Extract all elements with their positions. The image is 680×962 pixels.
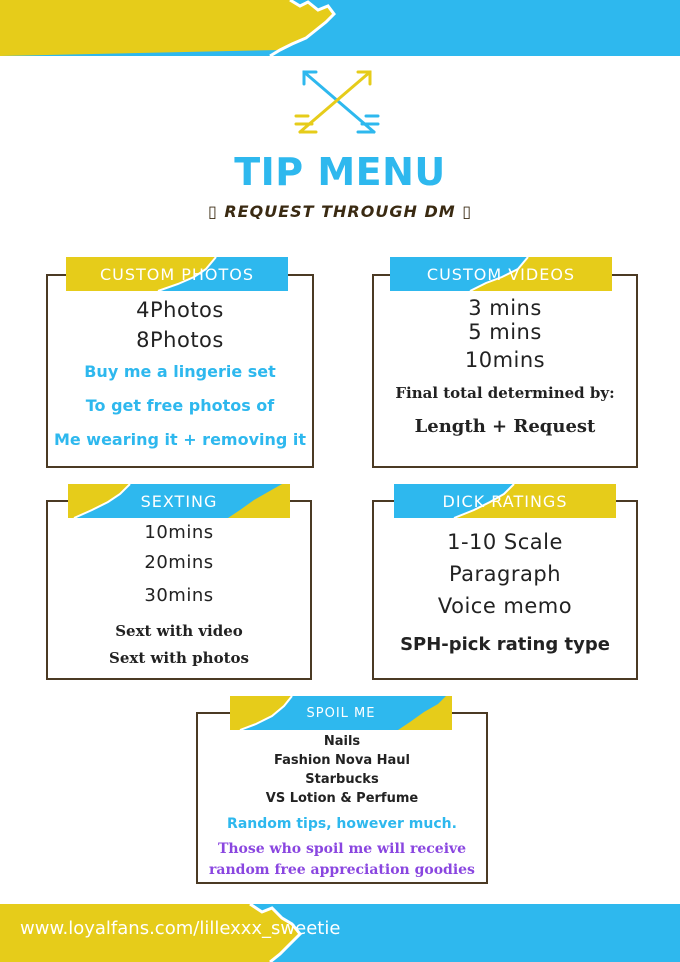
ratings-item-voice: Voice memo <box>437 594 573 618</box>
page-title: TIP MENU <box>234 150 446 194</box>
spoil-item-nails: Nails <box>323 734 361 749</box>
videos-note-title: Final total determined by: <box>395 384 615 402</box>
sexting-tag: SEXTING <box>68 484 290 518</box>
dick-ratings-card <box>372 500 638 680</box>
ratings-item-scale: 1-10 Scale <box>447 530 563 554</box>
videos-item-3: 3 mins <box>468 296 542 320</box>
custom-photos-card <box>46 274 314 468</box>
photos-note-1: Buy me a lingerie set <box>84 362 276 381</box>
sexting-item-20: 20mins <box>144 552 214 573</box>
videos-note-value: Length + Request <box>414 416 596 437</box>
spoil-item-vs: VS Lotion & Perfume <box>265 791 419 806</box>
custom-videos-tag: CUSTOM VIDEOS <box>390 257 612 291</box>
ratings-note: SPH-pick rating type <box>400 634 610 655</box>
spoil-me-card <box>196 712 488 884</box>
page-subtitle: ▯ REQUEST THROUGH DM ▯ <box>207 202 473 221</box>
custom-videos-card <box>372 274 638 468</box>
top-banner <box>0 0 680 56</box>
spoil-tips: Random tips, however much. <box>227 816 457 832</box>
spoil-item-fashion: Fashion Nova Haul <box>274 753 410 768</box>
sexting-note-photos: Sext with photos <box>109 649 249 667</box>
spoil-item-starbucks: Starbucks <box>305 772 379 787</box>
footer-url-link[interactable]: www.loyalfans.com/lillexxx_sweetie <box>20 918 341 939</box>
crossed-arrows-icon <box>292 66 382 140</box>
sexting-item-30: 30mins <box>144 585 214 606</box>
spoil-reward-2: random free appreciation goodies <box>209 862 475 878</box>
ratings-item-paragraph: Paragraph <box>448 562 562 586</box>
spoil-reward-1: Those who spoil me will receive <box>217 841 467 857</box>
videos-item-5: 5 mins <box>468 320 542 344</box>
photos-item-8: 8Photos <box>136 328 224 352</box>
photos-note-3: Me wearing it + removing it <box>53 430 307 449</box>
sexting-note-video: Sext with video <box>115 622 243 640</box>
photos-note-2: To get free photos of <box>85 396 275 415</box>
sexting-card <box>46 500 312 680</box>
dick-ratings-tag: DICK RATINGS <box>394 484 616 518</box>
videos-item-10: 10mins <box>464 348 546 372</box>
custom-photos-tag: CUSTOM PHOTOS <box>66 257 288 291</box>
sexting-item-10: 10mins <box>144 522 214 543</box>
photos-item-4: 4Photos <box>136 298 224 322</box>
spoil-me-tag: SPOIL ME <box>230 696 452 730</box>
